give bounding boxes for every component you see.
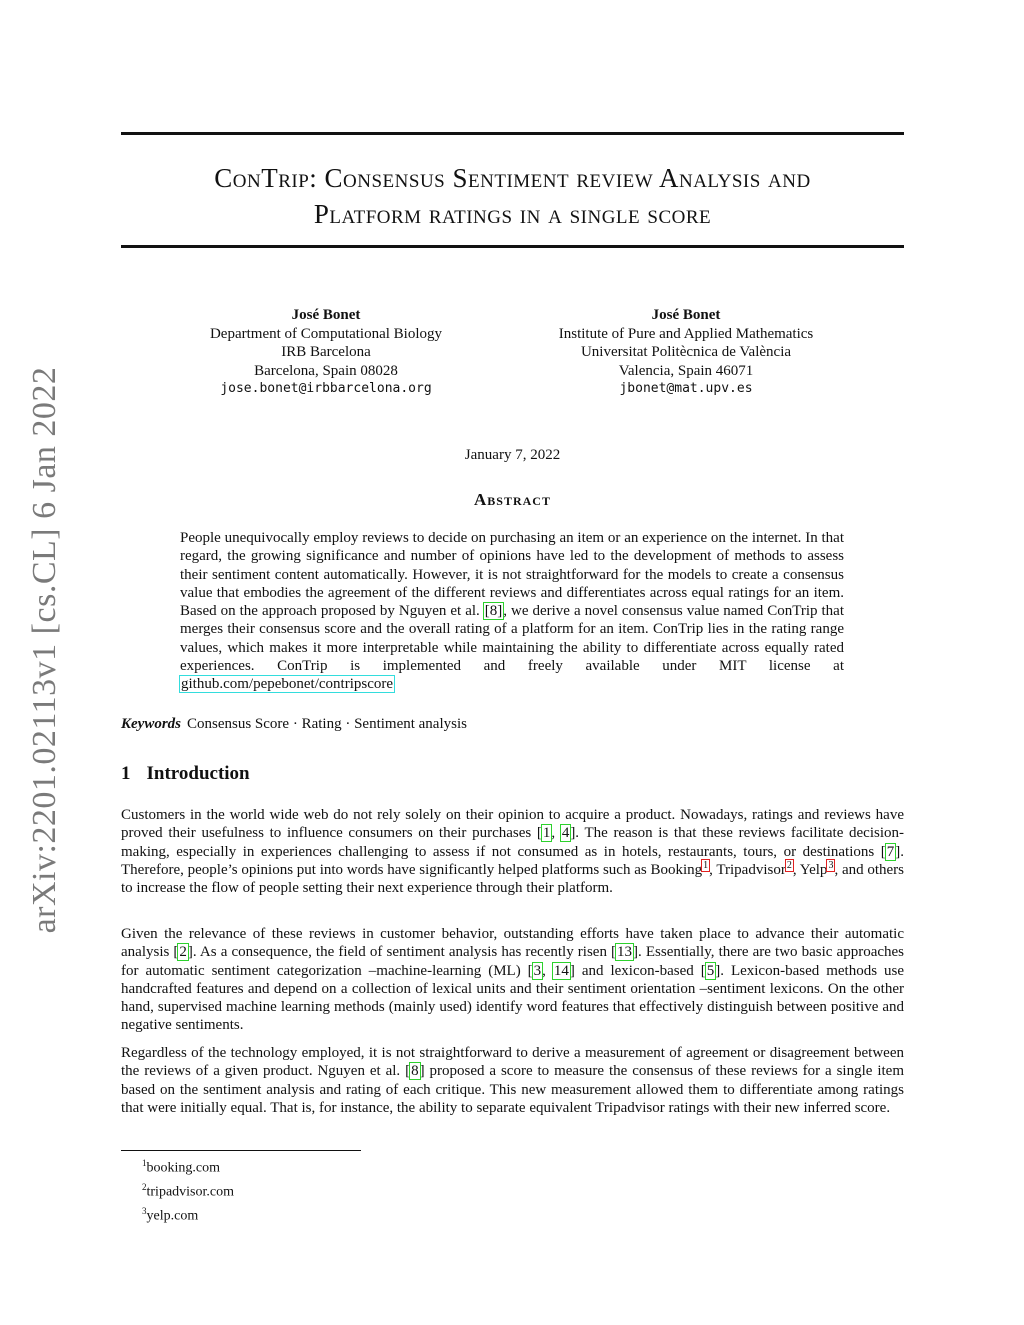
abstract-text: , we derive a novel consensus value named ConTrip that merges their consensus score and the overall rating of a platform for an item. ConTrip lies in the rating range values, which makes it more interpretable while maintaining the ability to differentiate across equally rated experiences. ConTrip is implemented and freely available under MIT license at <box>180 603 844 675</box>
paragraph-text: , <box>551 825 561 842</box>
keywords-text: Consensus Score · Rating · Sentiment analysis <box>187 716 467 732</box>
author-institution: IRB Barcelona <box>281 344 371 360</box>
paragraph-text: ]. As a consequence, the field of sentiment analysis has recently risen [ <box>187 944 617 961</box>
footnote-item <box>142 1202 234 1226</box>
footnotes <box>142 1154 234 1226</box>
citation-link[interactable]: 2 <box>179 944 187 961</box>
github-link[interactable]: github.com/pepebonet/contripscore <box>181 676 394 693</box>
paragraph-text: , Tripadvisor <box>709 861 786 878</box>
citation-link[interactable]: 5 <box>706 962 715 979</box>
paragraph-text: ]. Therefore, people’s opinions put into words have significantly helped platforms such as Booking <box>121 843 904 878</box>
author-location: Barcelona, Spain 08028 <box>254 362 398 379</box>
section-title: Introduction <box>146 763 250 784</box>
author-institution: Universitat Politècnica de València <box>580 344 792 360</box>
author-block-1 <box>170 306 482 399</box>
intro-paragraph-2 <box>121 925 904 1035</box>
publication-date: January 7, 2022 <box>464 447 561 463</box>
footnote-text[interactable]: tripadvisor.com <box>146 1184 234 1200</box>
citation-link[interactable]: 14 <box>553 962 569 979</box>
abstract-body <box>180 529 844 694</box>
citation-link[interactable]: [8] <box>484 603 503 620</box>
citation-link[interactable]: 7 <box>886 843 895 860</box>
paragraph-text: Given the relevance of these reviews in customer behavior, outstanding efforts have taken place to advance their automatic analysis [ <box>121 926 904 961</box>
paragraph-text: ]. Essentially, there are two basic approaches for automatic sentiment categorization –machine-learning (ML) [ <box>121 944 905 979</box>
paragraph-text: Customers in the world wide web do not rely solely on their opinion to acquire a product. Nowadays, ratings and reviews have proved their usefulness to influence consumers on their purchases [ <box>121 807 904 842</box>
arxiv-identifier[interactable]: arXiv:2201.02113v1 [cs.CL] 6 Jan 2022 <box>26 366 63 934</box>
arxiv-sidebar <box>0 0 90 1325</box>
author-email[interactable]: jose.bonet@irbbarcelona.org <box>220 381 432 396</box>
title-line-2: Platform ratings in a single score <box>313 199 712 229</box>
intro-paragraph-1 <box>121 806 904 897</box>
title-rule-top <box>121 132 904 135</box>
paragraph-text: ] proposed a score to measure the consensus of these reviews for a single item based on the sentiment analysis and rating of each critique. This new measurement allowed them to differentiate among ratings that were initially equal. That is, for instance, the ability to separate equivalent Tripadvisor ratings with their new inferred score. <box>121 1063 904 1116</box>
paragraph-text: , Yelp <box>792 861 828 878</box>
footnote-item <box>142 1154 234 1178</box>
abstract-heading: Abstract <box>474 490 551 509</box>
footnote-item <box>142 1178 234 1202</box>
author-name: José Bonet <box>651 307 721 323</box>
title-rule-bottom <box>121 245 904 248</box>
footnote-text[interactable]: yelp.com <box>146 1208 199 1224</box>
keywords-label: Keywords <box>121 716 181 732</box>
abstract-text: People unequivocally employ reviews to decide on purchasing an item or an experience on the internet. In that regard, the growing significance and number of opinions have led to the development of methods to assess their sentiment content automatically. However, it is not straightforward for the models to create a consensus value that embodies the agreement of the different reviews and differentiates across equal ratings for an item. Based on the approach proposed by Nguyen et al. <box>180 530 844 620</box>
keywords-line <box>121 716 904 733</box>
paragraph-text: ] and lexicon-based [ <box>569 962 706 979</box>
citation-link[interactable]: 4 <box>561 825 570 842</box>
paragraph-text: , <box>542 962 553 979</box>
footnote-text[interactable]: booking.com <box>146 1160 220 1176</box>
author-name: José Bonet <box>291 307 361 323</box>
footnote-number: 1 <box>142 1158 147 1168</box>
footnote-number: 3 <box>142 1206 147 1217</box>
footnote-divider <box>121 1150 361 1151</box>
footnote-number: 2 <box>142 1182 147 1193</box>
footnote-ref-link[interactable]: 3 <box>828 859 834 871</box>
citation-link[interactable]: 3 <box>533 962 542 979</box>
author-location: Valencia, Spain 46071 <box>618 362 754 379</box>
paragraph-text: ]. Lexicon-based methods use handcrafted features and depend on a collection of lexical units and their sentiment orientation –sentiment lexicons. On the other hand, supervised machine learning methods (mainly used) identify word features that effectively distinguish between positive and negative sentiments. <box>121 962 905 1034</box>
section-number: 1 <box>121 763 131 784</box>
footnote-ref-link[interactable]: 2 <box>786 859 792 871</box>
citation-link[interactable]: 1 <box>542 825 551 842</box>
paragraph-text: ]. The reason is that these reviews facilitate decision-making, especially in experiences challenging to assess if not consumed as in hotels, restaurants, tours, or destinations [ <box>121 825 905 860</box>
paragraph-text: , and others to increase the flow of people setting their next experience through their platform. <box>121 861 905 897</box>
citation-link[interactable]: 8 <box>411 1063 419 1080</box>
author-block-2 <box>530 306 842 399</box>
paragraph-text: Regardless of the technology employed, it is not straightforward to derive a measurement of agreement or disagreement between the reviews of a given product. Nguyen et al. [ <box>121 1045 904 1080</box>
author-email[interactable]: jbonet@mat.upv.es <box>619 381 753 396</box>
intro-paragraph-3 <box>121 1044 904 1117</box>
author-affiliation: Department of Computational Biology <box>209 325 443 342</box>
citation-link[interactable]: 13 <box>617 944 633 961</box>
section-heading <box>121 763 250 785</box>
title-line-1: ConTrip: Consensus Sentiment review Analysis and <box>214 163 811 193</box>
paper-title <box>121 160 904 232</box>
footnote-ref-link[interactable]: 1 <box>703 859 709 871</box>
author-affiliation: Institute of Pure and Applied Mathematics <box>558 325 814 342</box>
